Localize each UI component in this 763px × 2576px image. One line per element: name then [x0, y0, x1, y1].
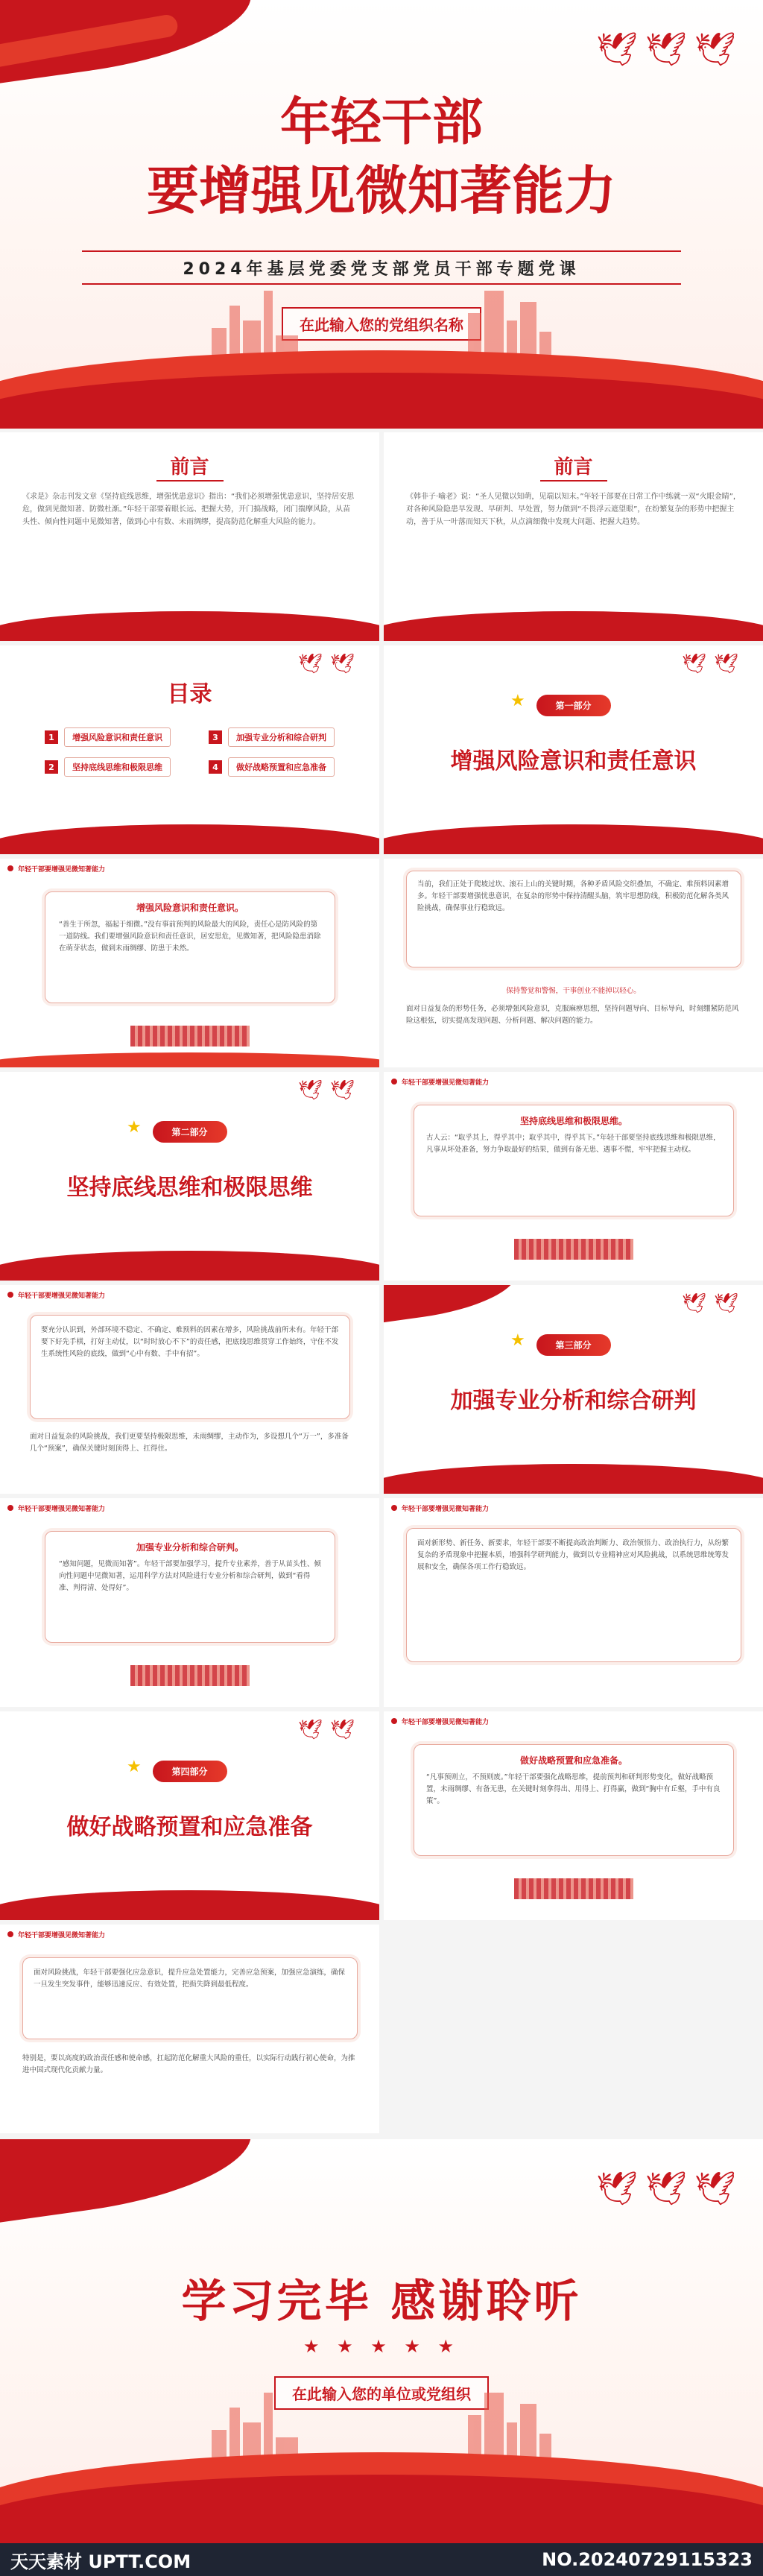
content-card	[414, 1105, 734, 1216]
content-slide-3	[384, 1072, 763, 1281]
watermark-right: NO.20240729115323	[542, 2549, 753, 2570]
slide-header: 年轻干部要增强见微知著能力	[0, 859, 379, 878]
slide-header: 年轻干部要增强见微知著能力	[0, 1285, 379, 1304]
card-text: 当前，我们正处于爬坡过坎、滚石上山的关键时期，各种矛盾风险交织叠加，不确定、难预料因素增多。年轻干部要增强忧患意识，在复杂的形势中保持清醒头脑，筑牢思想防线，积极防范化解各类风险挑战，确保事业行稳致远。	[417, 880, 729, 912]
star-icon: ★ ★ ★ ★ ★	[303, 2336, 460, 2357]
part3-slide	[384, 1285, 763, 1494]
watermark-left: 天天素材 UPTT.COM	[10, 2551, 191, 2572]
content-slide-7	[384, 1711, 763, 1920]
card-heading: 做好战略预置和应急准备。	[519, 1755, 627, 1766]
part-title: 做好战略预置和应急准备	[66, 1814, 313, 1840]
content-card	[30, 1315, 350, 1419]
ending-slide	[0, 2139, 763, 2543]
dove-icon: 🕊🕊	[298, 1079, 363, 1102]
content-card	[414, 1744, 734, 1856]
content-card	[22, 1957, 358, 2039]
toc-item-1[interactable]: 1 增强风险意识和责任意识	[45, 727, 171, 747]
content-slide-1	[0, 859, 379, 1067]
cover-slide	[0, 0, 763, 429]
card-text: 古人云：“取乎其上，得乎其中；取乎其中，得乎其下。”年轻干部要坚持底线思维和极限思维，凡事从坏处准备，努力争取最好的结果，做到有备无患、遇事不慌，牢牢把握主动权。	[426, 1134, 721, 1154]
building-decoration	[514, 1878, 633, 1899]
toc-slide	[0, 645, 379, 854]
content-card	[406, 871, 741, 967]
card-text: 面对日益复杂的风险挑战，我们更要坚持极限思维，未雨绸缪，主动作为，多设想几个“万一”，多准备几个“预案”，确保关键时刻顶得上、扛得住。	[30, 1433, 349, 1453]
star-icon: ★	[127, 1758, 142, 1776]
card-text: “善生于所忽，福起于细微。”没有事前预判的风险最大的风险，责任心是防风险的第一道防线。我们要增强风险意识和责任意识，居安思危，见微知著，把风险隐患消除在萌芽状态，做到未雨绸缪、防患于未然。	[59, 921, 321, 953]
building-decoration	[130, 1026, 250, 1046]
part-title: 增强风险意识和责任意识	[450, 748, 697, 774]
card-heading: 增强风险意识和责任意识。	[136, 903, 244, 913]
dove-icon: 🕊🕊	[682, 1292, 747, 1315]
part-title: 加强专业分析和综合研判	[450, 1388, 697, 1414]
toc-item-3[interactable]: 3 加强专业分析和综合研判	[209, 727, 335, 747]
preface-text: 《求是》杂志刊发文章《坚持底线思维，增强忧患意识》指出：“我们必须增强忧患意识，坚持居安思危，做到见微知著、防微杜渐。”年轻干部要着眼长远、把握大势，开门搞战略，闭门揣摩风险，从苗头性、倾向性问题中见微知著，做到心中有数、未雨绸缪，提高防范化解重大风险的能力。	[22, 493, 355, 526]
part-badge: 第一部分	[536, 695, 610, 716]
toc-item-4[interactable]: 4 做好战略预置和应急准备	[209, 757, 335, 777]
content-card	[45, 1531, 335, 1643]
cover-title-line2: 要增强见微知著能力	[147, 160, 616, 221]
building-decoration	[130, 1665, 250, 1686]
content-slide-4	[0, 1285, 379, 1494]
slide-header: 年轻干部要增强见微知著能力	[384, 1711, 763, 1731]
dove-icon: 🕊🕊	[298, 653, 363, 675]
content-slide-6	[384, 1498, 763, 1707]
card-text: 面对新形势、新任务、新要求，年轻干部要不断提高政治判断力、政治领悟力、政治执行力，从纷繁复杂的矛盾现象中把握本质，增强科学研判能力，做到以专业精神应对风险挑战，以系统思维统筹发展和安全，确保各项工作行稳致远。	[417, 1539, 729, 1571]
part-title: 坚持底线思维和极限思维	[66, 1175, 313, 1201]
content-card	[406, 1528, 741, 1662]
slide-header: 年轻干部要增强见微知著能力	[0, 1925, 379, 1944]
card-text: “感知问题，见微而知著”。年轻干部要加强学习，提升专业素养，善于从苗头性、倾向性问题中见微知著，运用科学方法对风险进行专业分析和综合研判，做到“看得准、判得清、处得好”。	[59, 1560, 321, 1592]
slide-title: 前言	[554, 456, 593, 479]
part2-slide	[0, 1072, 379, 1281]
part-badge: 第四部分	[152, 1761, 227, 1782]
preface-slide-right	[384, 432, 763, 641]
part-badge: 第二部分	[152, 1121, 227, 1143]
building-decoration	[514, 1239, 633, 1260]
star-icon: ★	[510, 692, 525, 710]
content-slide-2	[384, 859, 763, 1067]
org-name-box[interactable]: 在此输入您的党组织名称	[282, 307, 481, 341]
dove-icon: 🕊🕊🕊	[596, 31, 744, 69]
org-name-box[interactable]: 在此输入您的单位或党组织	[274, 2376, 489, 2410]
star-icon: ★	[510, 1331, 525, 1350]
card-text: “凡事预则立，不预则废。”年轻干部要强化战略思维，提前预判和研判形势变化，做好战略预置，未雨绸缪、有备无患，在关键时刻拿得出、用得上、打得赢，做到“胸中有丘壑，手中有良策”。	[426, 1773, 721, 1805]
slide-title: 前言	[170, 456, 209, 479]
card-heading: 坚持底线思维和极限思维。	[519, 1116, 627, 1126]
slide-header: 年轻干部要增强见微知著能力	[384, 1498, 763, 1518]
dove-icon: 🕊🕊🕊	[596, 2170, 744, 2208]
preface-text: 《韩非子·喻老》说：“圣人见微以知萌，见端以知末。”年轻干部要在日常工作中练就一双“火眼金睛”，对各种风险隐患早发现、早研判、早处置，努力做到“不畏浮云遮望眼”，在纷繁复杂的形势中把握主动，善于从一叶落而知天下秋，从点滴细微中发现大问题、把握大趋势。	[406, 493, 741, 526]
highlight-text: 保持警觉和警惕，干事创业不能掉以轻心。	[506, 987, 641, 995]
watermark-footer	[0, 2543, 763, 2576]
dove-icon: 🕊🕊	[298, 1719, 363, 1741]
divider	[82, 250, 681, 252]
star-icon: ★	[127, 1118, 142, 1137]
card-text: 面对风险挑战，年轻干部要强化应急意识，提升应急处置能力，完善应急预案，加强应急演练，确保一旦发生突发事件，能够迅速反应、有效处置，把损失降到最低程度。	[34, 1969, 346, 1989]
ending-title: 学习完毕 感谢聆听	[181, 2276, 582, 2328]
toc-item-2[interactable]: 2 坚持底线思维和极限思维	[45, 757, 171, 777]
card-heading: 加强专业分析和综合研判。	[136, 1542, 244, 1553]
part-badge: 第三部分	[536, 1334, 610, 1356]
preface-slide-left	[0, 432, 379, 641]
content-slide-5	[0, 1498, 379, 1707]
slide-header: 年轻干部要增强见微知著能力	[384, 1072, 763, 1091]
cover-subtitle: 2024年基层党委党支部党员干部专题党课	[183, 260, 580, 279]
cover-title-line1: 年轻干部	[279, 92, 483, 152]
card-text: 要充分认识到，外部环境不稳定、不确定、难预料的因素在增多，风险挑战前所未有。年轻干部要下好先手棋，打好主动仗，以“时时放心不下”的责任感，把底线思维贯穿工作始终，守住不发生系统性风险的底线，做到“心中有数、手中有招”。	[41, 1326, 339, 1358]
toc-title: 目录	[167, 681, 212, 707]
content-slide-8	[0, 1925, 379, 2133]
part4-slide	[0, 1711, 379, 1920]
part1-slide	[384, 645, 763, 854]
content-card	[45, 891, 335, 1003]
card-text: 特别是，要以高度的政治责任感和使命感，扛起防范化解重大风险的重任，以实际行动践行初心使命，为推进中国式现代化贡献力量。	[22, 2054, 355, 2074]
slide-header: 年轻干部要增强见微知著能力	[0, 1498, 379, 1518]
card-text: 面对日益复杂的形势任务，必须增强风险意识，克服麻痹思想，坚持问题导向、目标导向，时刻绷紧防范风险这根弦，切实提高发现问题、分析问题、解决问题的能力。	[406, 1005, 739, 1025]
dove-icon: 🕊🕊	[682, 653, 747, 675]
